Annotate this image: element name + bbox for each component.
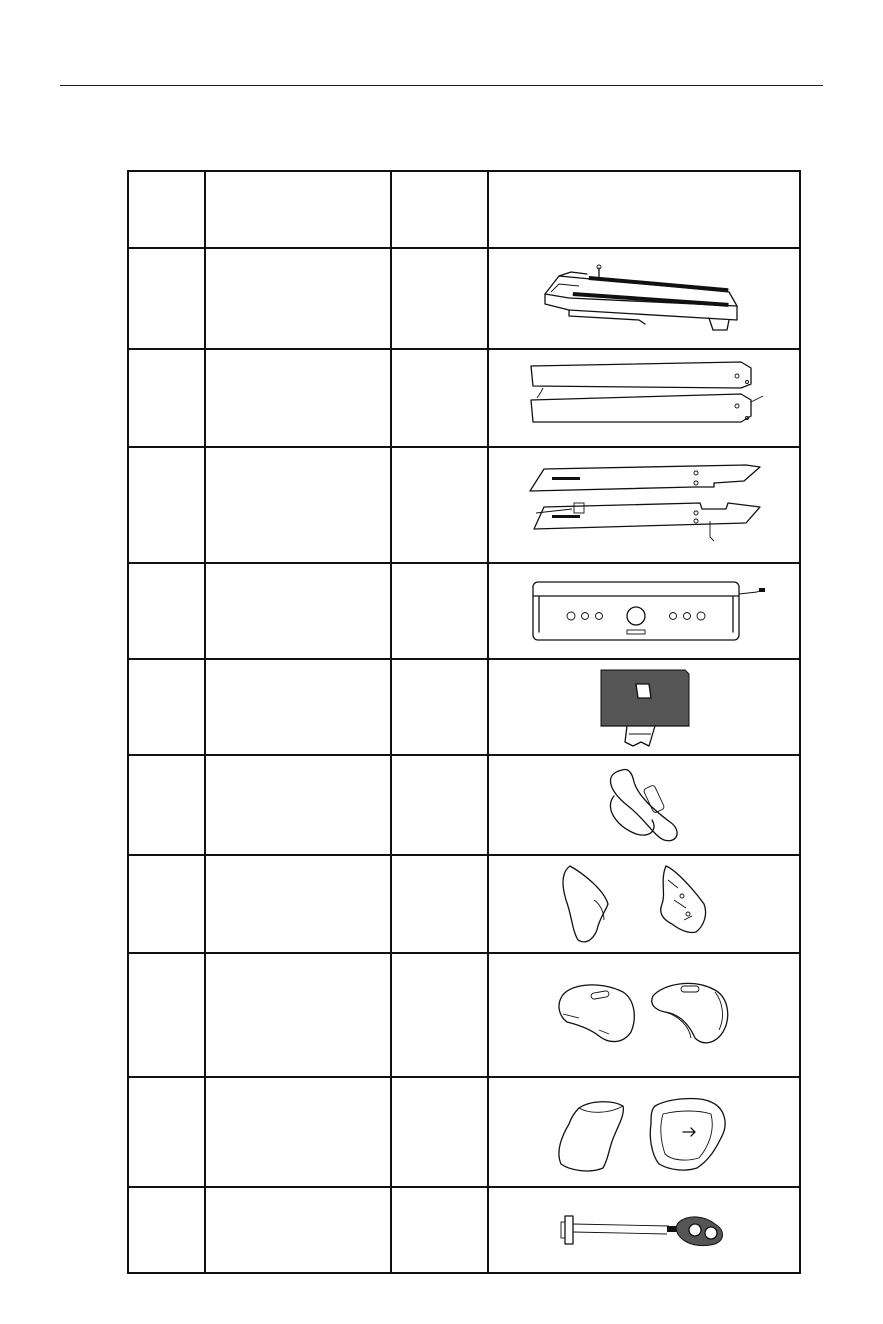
cell-image bbox=[488, 1077, 800, 1187]
cell-name bbox=[205, 563, 391, 659]
upright-rails-icon bbox=[519, 358, 769, 438]
tablet-holder-icon bbox=[589, 664, 699, 750]
cell-no bbox=[128, 563, 205, 659]
cell-image bbox=[488, 248, 800, 349]
lower-frame-bars-icon bbox=[514, 457, 774, 553]
end-caps-icon bbox=[539, 1084, 749, 1180]
cell-name bbox=[205, 1187, 391, 1273]
cell-qty bbox=[391, 447, 488, 563]
cell-qty bbox=[391, 1187, 488, 1273]
table-row bbox=[128, 1077, 800, 1187]
header-cell-qty bbox=[391, 171, 488, 248]
cell-name bbox=[205, 1077, 391, 1187]
cell-image bbox=[488, 755, 800, 855]
table-row bbox=[128, 855, 800, 953]
table-row bbox=[128, 447, 800, 563]
cell-no bbox=[128, 447, 205, 563]
cell-image bbox=[488, 349, 800, 447]
console-panel-icon bbox=[509, 576, 779, 646]
cell-qty bbox=[391, 1077, 488, 1187]
cell-no bbox=[128, 953, 205, 1077]
table-row bbox=[128, 659, 800, 755]
table-row bbox=[128, 563, 800, 659]
cell-image bbox=[488, 1187, 800, 1273]
cell-no bbox=[128, 248, 205, 349]
cell-qty bbox=[391, 659, 488, 755]
cell-no bbox=[128, 755, 205, 855]
cell-qty bbox=[391, 563, 488, 659]
base-covers-icon bbox=[539, 970, 749, 1060]
cell-qty bbox=[391, 349, 488, 447]
cell-image bbox=[488, 563, 800, 659]
cell-qty bbox=[391, 855, 488, 953]
table-row bbox=[128, 953, 800, 1077]
cell-image bbox=[488, 447, 800, 563]
header-cell-image bbox=[488, 171, 800, 248]
cell-qty bbox=[391, 248, 488, 349]
header-cell-no bbox=[128, 171, 205, 248]
cell-image bbox=[488, 953, 800, 1077]
header-rule bbox=[60, 85, 823, 86]
cell-name bbox=[205, 755, 391, 855]
cell-image bbox=[488, 659, 800, 755]
cell-image bbox=[488, 855, 800, 953]
header-cell-name bbox=[205, 171, 391, 248]
upright-covers-icon bbox=[544, 860, 744, 948]
cell-no bbox=[128, 349, 205, 447]
cell-name bbox=[205, 855, 391, 953]
table-header-row bbox=[128, 171, 800, 248]
table-row bbox=[128, 248, 800, 349]
cell-no bbox=[128, 855, 205, 953]
cell-name bbox=[205, 953, 391, 1077]
cell-name bbox=[205, 349, 391, 447]
remote-control-sensor-icon bbox=[539, 1200, 749, 1260]
cell-qty bbox=[391, 953, 488, 1077]
cell-name bbox=[205, 248, 391, 349]
cell-no bbox=[128, 1077, 205, 1187]
parts-list-table bbox=[127, 170, 801, 1274]
cell-name bbox=[205, 659, 391, 755]
table-row bbox=[128, 1187, 800, 1273]
cell-no bbox=[128, 659, 205, 755]
treadmill-deck-icon bbox=[529, 254, 759, 344]
cell-name bbox=[205, 447, 391, 563]
safety-clip-cord-icon bbox=[594, 760, 694, 850]
cell-qty bbox=[391, 755, 488, 855]
cell-no bbox=[128, 1187, 205, 1273]
table-row bbox=[128, 755, 800, 855]
table-row bbox=[128, 349, 800, 447]
